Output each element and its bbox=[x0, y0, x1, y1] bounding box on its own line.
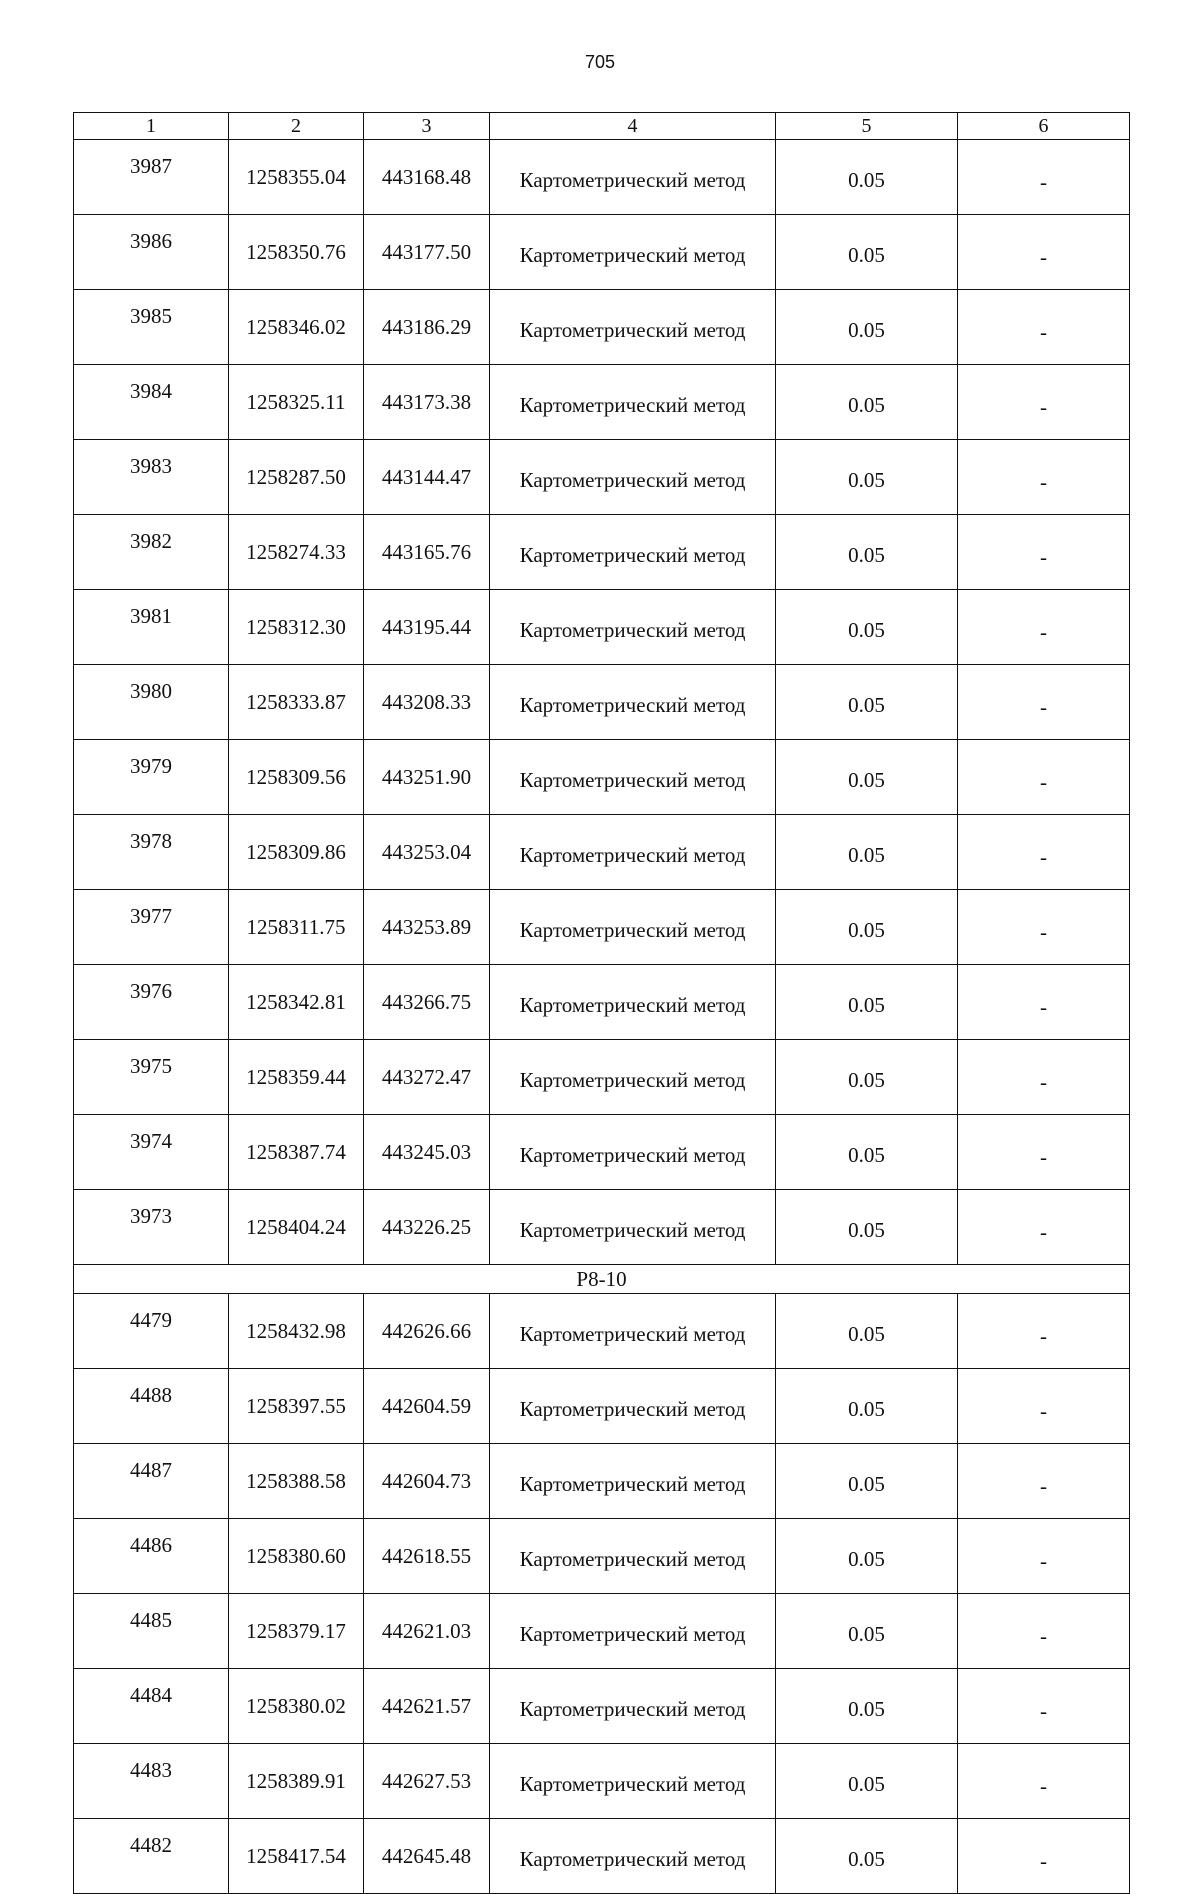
accuracy-cell: 0.05 bbox=[776, 1744, 958, 1819]
point-number-cell: 3983 bbox=[74, 440, 229, 515]
column-header: 3 bbox=[364, 113, 490, 140]
column-header: 1 bbox=[74, 113, 229, 140]
x-coordinate-cell: 1258387.74 bbox=[229, 1115, 364, 1190]
accuracy-cell: 0.05 bbox=[776, 140, 958, 215]
y-coordinate-cell: 443251.90 bbox=[364, 740, 490, 815]
x-coordinate-cell: 1258333.87 bbox=[229, 665, 364, 740]
coordinates-table bbox=[73, 112, 1130, 1894]
point-number-cell: 3974 bbox=[74, 1115, 229, 1190]
table-row bbox=[74, 665, 1130, 740]
description-cell: - bbox=[958, 815, 1130, 890]
accuracy-cell: 0.05 bbox=[776, 590, 958, 665]
point-number-cell: 4488 bbox=[74, 1369, 229, 1444]
method-cell: Картометрический метод bbox=[490, 440, 776, 515]
method-cell: Картометрический метод bbox=[490, 1369, 776, 1444]
y-coordinate-cell: 443226.25 bbox=[364, 1190, 490, 1265]
description-cell: - bbox=[958, 965, 1130, 1040]
method-cell: Картометрический метод bbox=[490, 1744, 776, 1819]
table-row bbox=[74, 1369, 1130, 1444]
column-header: 5 bbox=[776, 113, 958, 140]
method-cell: Картометрический метод bbox=[490, 365, 776, 440]
y-coordinate-cell: 443195.44 bbox=[364, 590, 490, 665]
accuracy-cell: 0.05 bbox=[776, 1669, 958, 1744]
table-row bbox=[74, 890, 1130, 965]
table-row bbox=[74, 1190, 1130, 1265]
y-coordinate-cell: 442621.03 bbox=[364, 1594, 490, 1669]
table-row bbox=[74, 1594, 1130, 1669]
method-cell: Картометрический метод bbox=[490, 815, 776, 890]
description-cell: - bbox=[958, 1190, 1130, 1265]
point-number-cell: 4479 bbox=[74, 1294, 229, 1369]
accuracy-cell: 0.05 bbox=[776, 740, 958, 815]
x-coordinate-cell: 1258309.86 bbox=[229, 815, 364, 890]
table-body bbox=[74, 140, 1130, 1894]
method-cell: Картометрический метод bbox=[490, 1190, 776, 1265]
x-coordinate-cell: 1258397.55 bbox=[229, 1369, 364, 1444]
accuracy-cell: 0.05 bbox=[776, 215, 958, 290]
y-coordinate-cell: 443173.38 bbox=[364, 365, 490, 440]
x-coordinate-cell: 1258312.30 bbox=[229, 590, 364, 665]
point-number-cell: 4485 bbox=[74, 1594, 229, 1669]
table-row bbox=[74, 290, 1130, 365]
table-row bbox=[74, 440, 1130, 515]
column-header: 6 bbox=[958, 113, 1130, 140]
y-coordinate-cell: 443253.04 bbox=[364, 815, 490, 890]
point-number-cell: 4484 bbox=[74, 1669, 229, 1744]
accuracy-cell: 0.05 bbox=[776, 1444, 958, 1519]
accuracy-cell: 0.05 bbox=[776, 1040, 958, 1115]
description-cell: - bbox=[958, 1594, 1130, 1669]
description-cell: - bbox=[958, 1369, 1130, 1444]
table-row bbox=[74, 1519, 1130, 1594]
table-row bbox=[74, 815, 1130, 890]
point-number-cell: 3987 bbox=[74, 140, 229, 215]
accuracy-cell: 0.05 bbox=[776, 815, 958, 890]
y-coordinate-cell: 442626.66 bbox=[364, 1294, 490, 1369]
y-coordinate-cell: 443165.76 bbox=[364, 515, 490, 590]
accuracy-cell: 0.05 bbox=[776, 365, 958, 440]
method-cell: Картометрический метод bbox=[490, 290, 776, 365]
method-cell: Картометрический метод bbox=[490, 1444, 776, 1519]
y-coordinate-cell: 442604.59 bbox=[364, 1369, 490, 1444]
table-row bbox=[74, 140, 1130, 215]
description-cell: - bbox=[958, 590, 1130, 665]
section-title: Р8-10 bbox=[74, 1265, 1130, 1294]
table-row bbox=[74, 1669, 1130, 1744]
table-row bbox=[74, 1294, 1130, 1369]
y-coordinate-cell: 443168.48 bbox=[364, 140, 490, 215]
description-cell: - bbox=[958, 1819, 1130, 1894]
x-coordinate-cell: 1258346.02 bbox=[229, 290, 364, 365]
accuracy-cell: 0.05 bbox=[776, 965, 958, 1040]
description-cell: - bbox=[958, 290, 1130, 365]
method-cell: Картометрический метод bbox=[490, 1819, 776, 1894]
column-header: 4 bbox=[490, 113, 776, 140]
accuracy-cell: 0.05 bbox=[776, 515, 958, 590]
accuracy-cell: 0.05 bbox=[776, 890, 958, 965]
point-number-cell: 3981 bbox=[74, 590, 229, 665]
table-row bbox=[74, 215, 1130, 290]
y-coordinate-cell: 443186.29 bbox=[364, 290, 490, 365]
column-number-header-row bbox=[74, 113, 1130, 140]
method-cell: Картометрический метод bbox=[490, 965, 776, 1040]
description-cell: - bbox=[958, 515, 1130, 590]
point-number-cell: 3984 bbox=[74, 365, 229, 440]
page-number: 705 bbox=[584, 52, 616, 72]
description-cell: - bbox=[958, 440, 1130, 515]
method-cell: Картометрический метод bbox=[490, 215, 776, 290]
description-cell: - bbox=[958, 1444, 1130, 1519]
point-number-cell: 3977 bbox=[74, 890, 229, 965]
x-coordinate-cell: 1258274.33 bbox=[229, 515, 364, 590]
x-coordinate-cell: 1258359.44 bbox=[229, 1040, 364, 1115]
description-cell: - bbox=[958, 1294, 1130, 1369]
point-number-cell: 3973 bbox=[74, 1190, 229, 1265]
method-cell: Картометрический метод bbox=[490, 1294, 776, 1369]
description-cell: - bbox=[958, 890, 1130, 965]
x-coordinate-cell: 1258389.91 bbox=[229, 1744, 364, 1819]
x-coordinate-cell: 1258432.98 bbox=[229, 1294, 364, 1369]
x-coordinate-cell: 1258404.24 bbox=[229, 1190, 364, 1265]
table-row bbox=[74, 1444, 1130, 1519]
y-coordinate-cell: 443266.75 bbox=[364, 965, 490, 1040]
section-header-row bbox=[74, 1265, 1130, 1294]
x-coordinate-cell: 1258380.60 bbox=[229, 1519, 364, 1594]
y-coordinate-cell: 443253.89 bbox=[364, 890, 490, 965]
description-cell: - bbox=[958, 365, 1130, 440]
point-number-cell: 4483 bbox=[74, 1744, 229, 1819]
table-row bbox=[74, 740, 1130, 815]
point-number-cell: 3980 bbox=[74, 665, 229, 740]
accuracy-cell: 0.05 bbox=[776, 1190, 958, 1265]
point-number-cell: 4482 bbox=[74, 1819, 229, 1894]
method-cell: Картометрический метод bbox=[490, 665, 776, 740]
accuracy-cell: 0.05 bbox=[776, 665, 958, 740]
x-coordinate-cell: 1258342.81 bbox=[229, 965, 364, 1040]
method-cell: Картометрический метод bbox=[490, 890, 776, 965]
accuracy-cell: 0.05 bbox=[776, 1519, 958, 1594]
description-cell: - bbox=[958, 1115, 1130, 1190]
point-number-cell: 3985 bbox=[74, 290, 229, 365]
table-row bbox=[74, 1819, 1130, 1894]
point-number-cell: 4487 bbox=[74, 1444, 229, 1519]
accuracy-cell: 0.05 bbox=[776, 1819, 958, 1894]
description-cell: - bbox=[958, 1040, 1130, 1115]
accuracy-cell: 0.05 bbox=[776, 1115, 958, 1190]
accuracy-cell: 0.05 bbox=[776, 1294, 958, 1369]
method-cell: Картометрический метод bbox=[490, 1519, 776, 1594]
method-cell: Картометрический метод bbox=[490, 1040, 776, 1115]
method-cell: Картометрический метод bbox=[490, 1594, 776, 1669]
x-coordinate-cell: 1258388.58 bbox=[229, 1444, 364, 1519]
y-coordinate-cell: 442604.73 bbox=[364, 1444, 490, 1519]
x-coordinate-cell: 1258417.54 bbox=[229, 1819, 364, 1894]
x-coordinate-cell: 1258350.76 bbox=[229, 215, 364, 290]
x-coordinate-cell: 1258287.50 bbox=[229, 440, 364, 515]
accuracy-cell: 0.05 bbox=[776, 440, 958, 515]
table-row bbox=[74, 365, 1130, 440]
y-coordinate-cell: 442618.55 bbox=[364, 1519, 490, 1594]
accuracy-cell: 0.05 bbox=[776, 1594, 958, 1669]
point-number-cell: 3976 bbox=[74, 965, 229, 1040]
y-coordinate-cell: 442627.53 bbox=[364, 1744, 490, 1819]
description-cell: - bbox=[958, 1519, 1130, 1594]
point-number-cell: 3978 bbox=[74, 815, 229, 890]
accuracy-cell: 0.05 bbox=[776, 1369, 958, 1444]
point-number-cell: 3975 bbox=[74, 1040, 229, 1115]
method-cell: Картометрический метод bbox=[490, 1669, 776, 1744]
description-cell: - bbox=[958, 215, 1130, 290]
method-cell: Картометрический метод bbox=[490, 1115, 776, 1190]
y-coordinate-cell: 443177.50 bbox=[364, 215, 490, 290]
x-coordinate-cell: 1258311.75 bbox=[229, 890, 364, 965]
table-row bbox=[74, 1040, 1130, 1115]
description-cell: - bbox=[958, 1669, 1130, 1744]
point-number-cell: 3979 bbox=[74, 740, 229, 815]
x-coordinate-cell: 1258309.56 bbox=[229, 740, 364, 815]
y-coordinate-cell: 442645.48 bbox=[364, 1819, 490, 1894]
y-coordinate-cell: 443245.03 bbox=[364, 1115, 490, 1190]
description-cell: - bbox=[958, 665, 1130, 740]
point-number-cell: 3982 bbox=[74, 515, 229, 590]
method-cell: Картометрический метод bbox=[490, 140, 776, 215]
accuracy-cell: 0.05 bbox=[776, 290, 958, 365]
x-coordinate-cell: 1258355.04 bbox=[229, 140, 364, 215]
y-coordinate-cell: 443208.33 bbox=[364, 665, 490, 740]
x-coordinate-cell: 1258325.11 bbox=[229, 365, 364, 440]
table-row bbox=[74, 515, 1130, 590]
table-row bbox=[74, 1115, 1130, 1190]
description-cell: - bbox=[958, 740, 1130, 815]
description-cell: - bbox=[958, 1744, 1130, 1819]
x-coordinate-cell: 1258379.17 bbox=[229, 1594, 364, 1669]
description-cell: - bbox=[958, 140, 1130, 215]
method-cell: Картометрический метод bbox=[490, 515, 776, 590]
table-row bbox=[74, 1744, 1130, 1819]
table-row bbox=[74, 965, 1130, 1040]
column-header: 2 bbox=[229, 113, 364, 140]
y-coordinate-cell: 443272.47 bbox=[364, 1040, 490, 1115]
table-row bbox=[74, 590, 1130, 665]
point-number-cell: 3986 bbox=[74, 215, 229, 290]
y-coordinate-cell: 443144.47 bbox=[364, 440, 490, 515]
y-coordinate-cell: 442621.57 bbox=[364, 1669, 490, 1744]
method-cell: Картометрический метод bbox=[490, 740, 776, 815]
point-number-cell: 4486 bbox=[74, 1519, 229, 1594]
x-coordinate-cell: 1258380.02 bbox=[229, 1669, 364, 1744]
method-cell: Картометрический метод bbox=[490, 590, 776, 665]
